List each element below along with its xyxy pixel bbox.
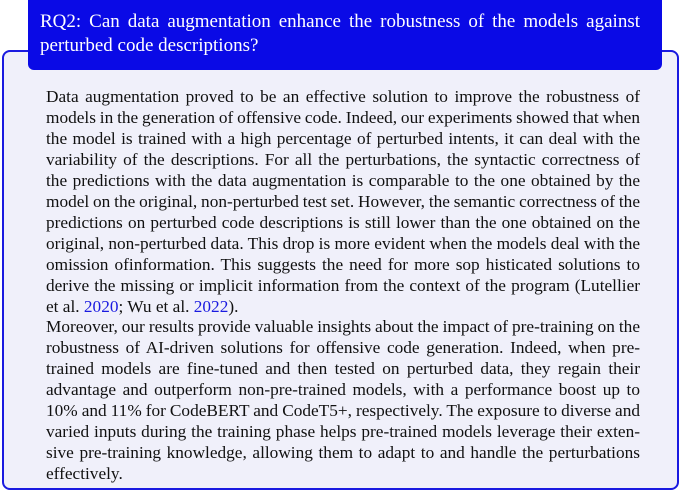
- text-line: derive the missing or implicit information from the context of the program (Lutellier: [46, 275, 640, 295]
- text-line: varied inputs during the training phase helps pre-trained models leverage their exten-: [46, 422, 640, 442]
- title-line: perturbed code descriptions?: [40, 35, 259, 56]
- text-line: [46, 297, 640, 318]
- text-line: effectively.: [46, 464, 123, 484]
- text-line: the predictions with the data augmentation is comparable to the one obtained by the: [46, 170, 640, 190]
- research-question-title: [28, 0, 662, 70]
- text-line: models in the generation of offensive code. Indeed, our experiments showed that when: [46, 107, 640, 127]
- text-line: original, non-perturbed data. This drop is more evident when the models deal with the: [46, 233, 640, 253]
- text-line: trained models are fine-tuned and then tested on perturbed data, they regain their: [46, 359, 640, 379]
- answer-text: [46, 87, 640, 485]
- text-line: the model is trained with a high percentage of perturbed intents, it can deal with the: [46, 128, 640, 148]
- text-line: omission ofinformation. This suggests the need for more sop histicated solutions to: [46, 254, 640, 274]
- text-line: robustness of AI-driven solutions for offensive code generation. Indeed, when pre-: [46, 338, 640, 358]
- citation-link-wu-2022[interactable]: 2022: [193, 296, 229, 316]
- title-line: RQ2: Can data augmentation enhance the robustness of the models against: [40, 11, 640, 32]
- text-line: model on the original, non-perturbed test set. However, the semantic correctness of the: [46, 191, 640, 211]
- text-fragment: ; Wu et al.: [118, 296, 194, 316]
- text-line: 10% and 11% for CodeBERT and CodeT5+, respectively. The exposure to diverse and: [46, 401, 640, 421]
- text-line: advantage and outperform non-pre-trained models, with a performance boost up to: [46, 380, 640, 400]
- citation-link-lutellier-2020[interactable]: 2020: [83, 296, 119, 316]
- text-fragment: ).: [228, 296, 239, 316]
- text-line: predictions on perturbed code descriptions is still lower than the one obtained on the: [46, 212, 640, 232]
- text-line: Moreover, our results provide valuable insights about the impact of pre-training on the: [46, 317, 640, 337]
- text-fragment: et al.: [46, 296, 84, 316]
- text-line: Data augmentation proved to be an effective solution to improve the robustness of: [46, 87, 640, 106]
- text-line: variability of the descriptions. For all the perturbations, the syntactic correctness of: [46, 149, 640, 169]
- text-line: sive pre-training knowledge, allowing them to adapt to and handle the perturbations: [46, 443, 640, 463]
